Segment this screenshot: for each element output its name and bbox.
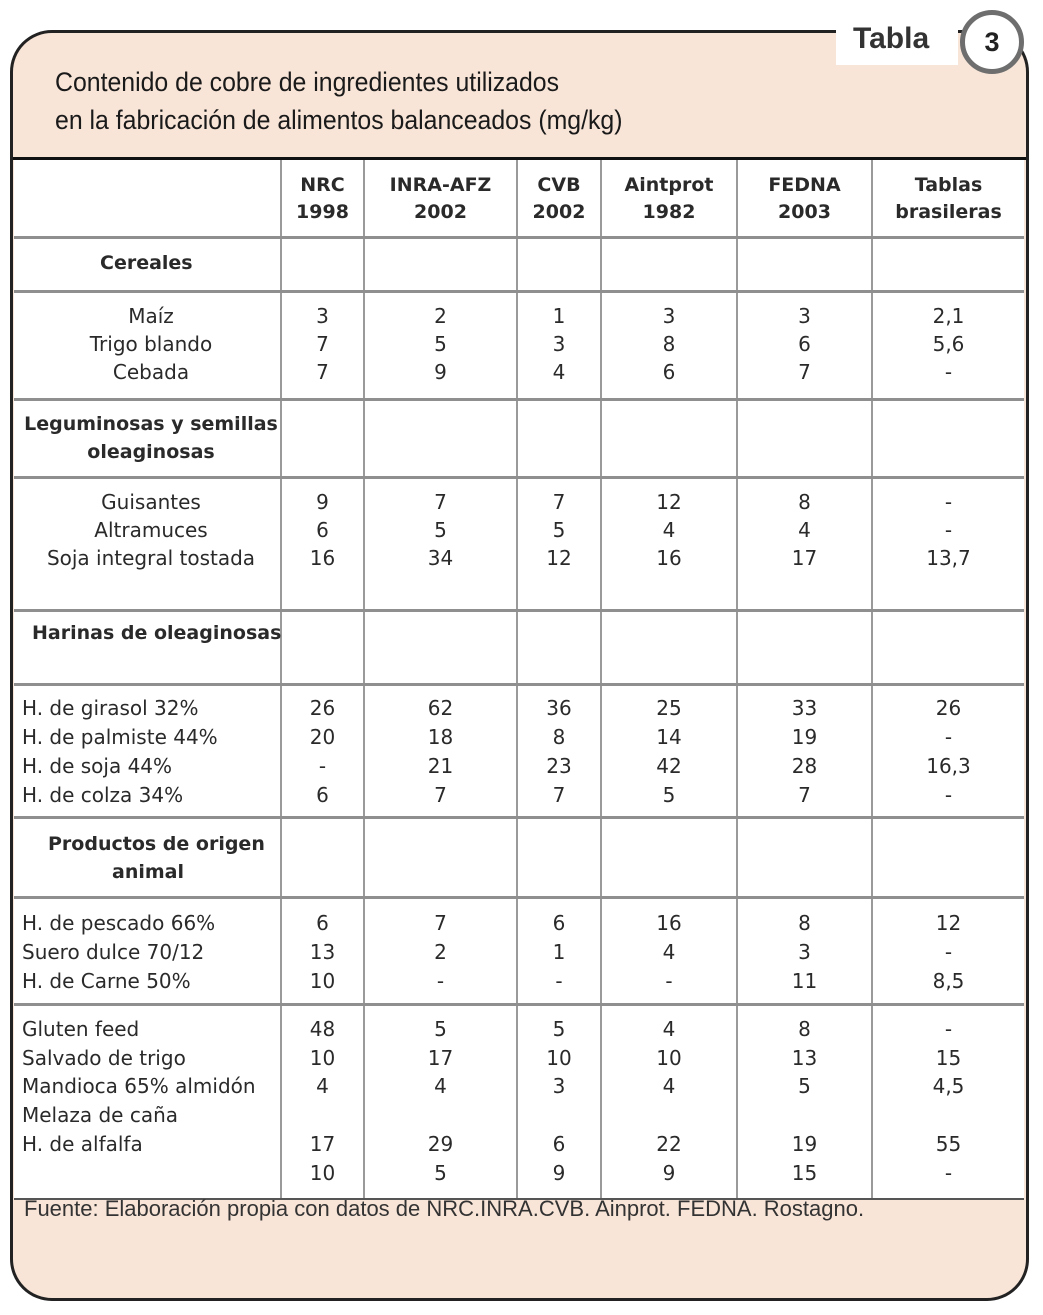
row-label: Gluten feed [22,1017,140,1041]
table-cell: 62 [427,696,454,720]
row-label: Maíz [128,304,174,328]
table-cell: - [944,725,953,749]
table-cell: 16 [656,911,682,935]
table-cell: 5 [434,332,447,356]
table-cell: 4 [662,940,676,964]
table-cell: 8,5 [932,969,965,993]
column-header-cvb: CVB 2002 [532,174,586,223]
table-cell: 3 [798,304,811,328]
table-cell: 26 [935,696,962,720]
row-divider [14,398,1024,401]
row-label: Trigo blando [89,332,213,356]
table-cell: 28 [791,754,818,778]
table-cell: 15 [935,1045,962,1070]
table-cell: 34 [427,546,454,570]
section-title-harinas: Harinas de oleaginosas [32,622,282,644]
row-label: Guisantes [101,490,201,514]
table-cell: 6 [552,1131,566,1156]
column-header-tablas-brasileras: Tablas brasileras [895,174,1002,223]
row-divider [14,816,1024,819]
table-cell: 12 [546,546,572,570]
table-cell: 5 [798,1074,811,1099]
table-cell: 5 [662,783,676,807]
table-cell: 5,6 [932,332,965,356]
column-header-nrc: NRC 1998 [296,174,349,223]
row-label: Altramuces [94,518,208,542]
table-cell: 7 [434,783,447,807]
table-cell: 17 [791,546,818,570]
table-cell: 6 [316,518,329,542]
row-label: H. de colza 34% [22,783,184,807]
table-cell: 10 [656,1045,682,1070]
copper-content-table [14,160,1024,1200]
row-divider [14,896,1024,899]
table-cell: 6 [662,360,676,384]
table-cell: - [944,360,953,384]
table-cell: 7 [316,332,329,356]
table-cell: 10 [309,1045,336,1070]
table-cell: - [944,1017,953,1041]
table-cell: 8 [798,490,811,514]
table-cell: 23 [546,754,572,778]
table-cell: 55 [935,1131,962,1156]
table-cell: 15 [791,1160,818,1185]
table-cell: 6 [316,783,329,807]
table-cell: 6 [316,911,329,935]
table-cell: 19 [791,1131,818,1156]
table-cell: 5 [552,518,566,542]
table-cell: 7 [798,360,811,384]
row-divider [14,609,1024,612]
table-cell: 21 [427,754,454,778]
table-cell: 7 [434,911,447,935]
table-cell: 1 [552,304,566,328]
table-cell: 3 [316,304,329,328]
table-cell: 4,5 [932,1074,965,1099]
row-divider [14,1003,1024,1006]
table-cell: 11 [791,969,818,993]
row-label: Salvado de trigo [22,1045,186,1070]
table-cell: 3 [798,940,811,964]
row-label: Soja integral tostada [46,546,256,570]
table-cell: 4 [316,1074,329,1099]
table-cell: 4 [662,1074,676,1099]
row-label: H. de palmiste 44% [22,725,218,749]
table-cell: 6 [798,332,811,356]
table-cell: 7 [552,783,566,807]
table-cell: 5 [552,1017,566,1041]
table-cell: 13 [791,1045,818,1070]
table-cell: 4 [552,360,566,384]
section-title-leguminosas: Leguminosas y semillas oleaginosas [24,413,278,463]
section-title-cereales: Cereales [100,252,193,274]
row-divider [14,683,1024,686]
table-cell: 2 [434,304,447,328]
table-cell: 22 [656,1131,682,1156]
row-divider [14,290,1024,293]
table-cell: 14 [656,725,682,749]
source-footnote: Fuente: Elaboración propia con datos de NRC.INRA.CVB. Ainprot. FEDNA. Rostagno. [24,1196,865,1221]
table-cell: 18 [427,725,454,749]
section-title-productos-animal: Productos de origen animal [48,833,265,883]
table-cell: 10 [309,1160,336,1185]
row-label: H. de pescado 66% [22,911,216,935]
table-cell: 20 [309,725,336,749]
table-cell: 5 [434,518,447,542]
table-cell: - [944,1160,953,1185]
table-cell: 4 [434,1074,447,1099]
table-cell: 33 [791,696,818,720]
row-divider [14,476,1024,479]
table-cell: 25 [656,696,682,720]
table-cell: 2,1 [932,304,965,328]
table-cell: 9 [552,1160,566,1185]
table-cell: - [944,940,953,964]
table-cell: 36 [546,696,572,720]
table-cell: 4 [662,518,676,542]
table-cell: 3 [662,304,676,328]
title-line-2: en la fabricación de alimentos balanceados (mg/kg) [55,105,623,135]
table-cell: 13,7 [926,546,971,570]
table-cell: - [665,969,673,993]
table-cell: 9 [316,490,329,514]
row-label: H. de alfalfa [22,1131,143,1156]
table-cell: 8 [552,725,566,749]
table-cell: 17 [309,1131,336,1156]
table-cell: 8 [662,332,676,356]
table-cell: 5 [434,1160,447,1185]
table-cell: 4 [798,518,811,542]
table-cell: 8 [798,911,811,935]
table-title [55,63,623,139]
column-header-fedna: FEDNA 2003 [768,174,841,223]
table-cell: 13 [309,940,336,964]
row-label: Cebada [112,360,190,384]
table-cell: 3 [552,332,566,356]
table-cell: 3 [552,1074,566,1099]
table-cell: 9 [662,1160,676,1185]
table-cell: - [436,969,445,993]
table-cell: 10 [546,1045,572,1070]
table-cell: 19 [791,725,818,749]
table-cell: 16 [309,546,336,570]
table-cell: 7 [798,783,811,807]
table-cell: 29 [427,1131,454,1156]
table-cell: 7 [552,490,566,514]
row-label: Suero dulce 70/12 [22,940,205,964]
table-cell: 48 [309,1017,336,1041]
table-cell: 7 [434,490,447,514]
table-cell: 10 [309,969,336,993]
table-cell: 8 [798,1017,811,1041]
table-cell: - [318,754,327,778]
table-cell: 42 [656,754,682,778]
table-cell: 26 [309,696,336,720]
table-cell: 7 [316,360,329,384]
table-cell: 5 [434,1017,447,1041]
table-cell: - [944,518,953,542]
table-cell: - [944,490,953,514]
table-cell: 17 [427,1045,454,1070]
table-cell: 6 [552,911,566,935]
table-cell: 1 [552,940,566,964]
table-number-badge: 3 [960,10,1024,74]
table-cell: 4 [662,1017,676,1041]
row-label: Melaza de caña [22,1103,179,1128]
table-cell: 9 [434,360,447,384]
row-label: Mandioca 65% almidón [22,1074,256,1099]
table-cell: - [555,969,563,993]
column-header-aintprot: Aintprot 1982 [624,174,714,223]
table-cell: 12 [656,490,682,514]
row-divider [14,236,1024,239]
table-cell: 16 [656,546,682,570]
table-cell: 16,3 [926,754,971,778]
table-cell: - [944,783,953,807]
row-label: H. de soja 44% [22,754,173,778]
table-cell: 2 [434,940,447,964]
title-line-1: Contenido de cobre de ingredientes utilizados [55,67,560,97]
table-cell: 12 [935,911,962,935]
column-header-inra-afz: INRA-AFZ 2002 [389,174,492,223]
row-label: H. de Carne 50% [22,969,191,993]
row-label: H. de girasol 32% [22,696,199,720]
table-badge-label: Tabla [853,22,930,55]
